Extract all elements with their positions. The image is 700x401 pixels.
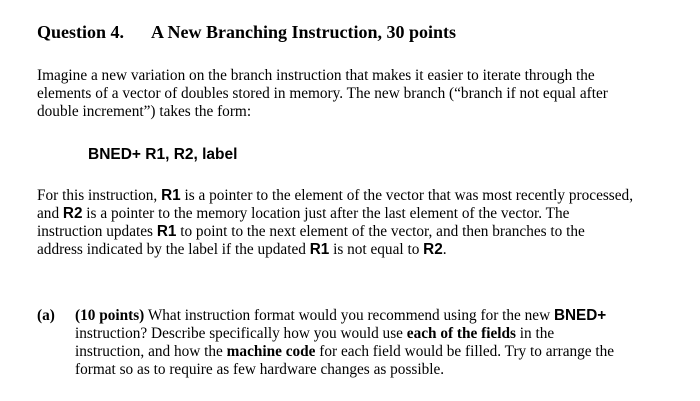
part-a-line — [75, 307, 614, 325]
text-run: for each field would be filled. Try to arrange the — [315, 343, 615, 360]
description-line — [37, 241, 633, 259]
question-title: A New Branching Instruction, 30 points — [151, 22, 457, 42]
text-run: What instruction format would you recommend using for the new — [144, 307, 554, 324]
register-r1: R1 — [161, 187, 181, 204]
text-run: is not equal to — [329, 241, 424, 258]
register-r2: R2 — [423, 241, 443, 258]
text-run: to point to the next element of the vector, and then branches to the — [176, 223, 585, 240]
part-a-line — [75, 343, 614, 361]
text-run: address indicated by the label if the updated — [37, 241, 310, 258]
emphasis: each of the fields — [406, 325, 516, 342]
text-run: instruction updates — [37, 223, 157, 240]
text-run: For this instruction, — [37, 187, 162, 204]
intro-line: Imagine a new variation on the branch instruction that makes it easier to iterate through the — [37, 67, 595, 84]
part-a-label: (a) — [37, 307, 55, 324]
intro-line: elements of a vector of doubles stored in memory. The new branch (“branch if not equal after — [37, 85, 608, 102]
text-run: and — [37, 205, 63, 222]
description-line — [37, 223, 633, 241]
description-line — [37, 187, 633, 205]
description-line — [37, 205, 633, 223]
intro-paragraph — [37, 67, 608, 121]
text-run: . — [442, 241, 447, 258]
text-run: is a pointer to the element of the vector that was most recently processed, — [180, 187, 634, 204]
text-run: instruction, and how the — [75, 343, 227, 360]
text-run: instruction? Describe specifically how you would use — [75, 325, 407, 342]
question-heading — [37, 20, 456, 44]
question-number: Question 4. — [37, 22, 125, 42]
register-r1: R1 — [309, 241, 330, 258]
emphasis: machine code — [226, 343, 316, 360]
instruction-form: BNED+ R1, R2, label — [88, 146, 238, 163]
register-r2: R2 — [62, 205, 83, 222]
points-label: (10 points) — [75, 307, 145, 324]
part-a-line: format so as to require as few hardware changes as possible. — [75, 361, 445, 378]
intro-line: double increment”) takes the form: — [37, 103, 252, 120]
register-r1: R1 — [156, 223, 177, 240]
part-a-body — [75, 307, 614, 379]
text-run: is a pointer to the memory location just after the last element of the vector. The — [82, 205, 570, 222]
instruction-name: BNED+ — [553, 307, 607, 324]
part-a-line — [75, 325, 614, 343]
description-paragraph — [37, 187, 633, 259]
text-run: in the — [515, 325, 555, 342]
